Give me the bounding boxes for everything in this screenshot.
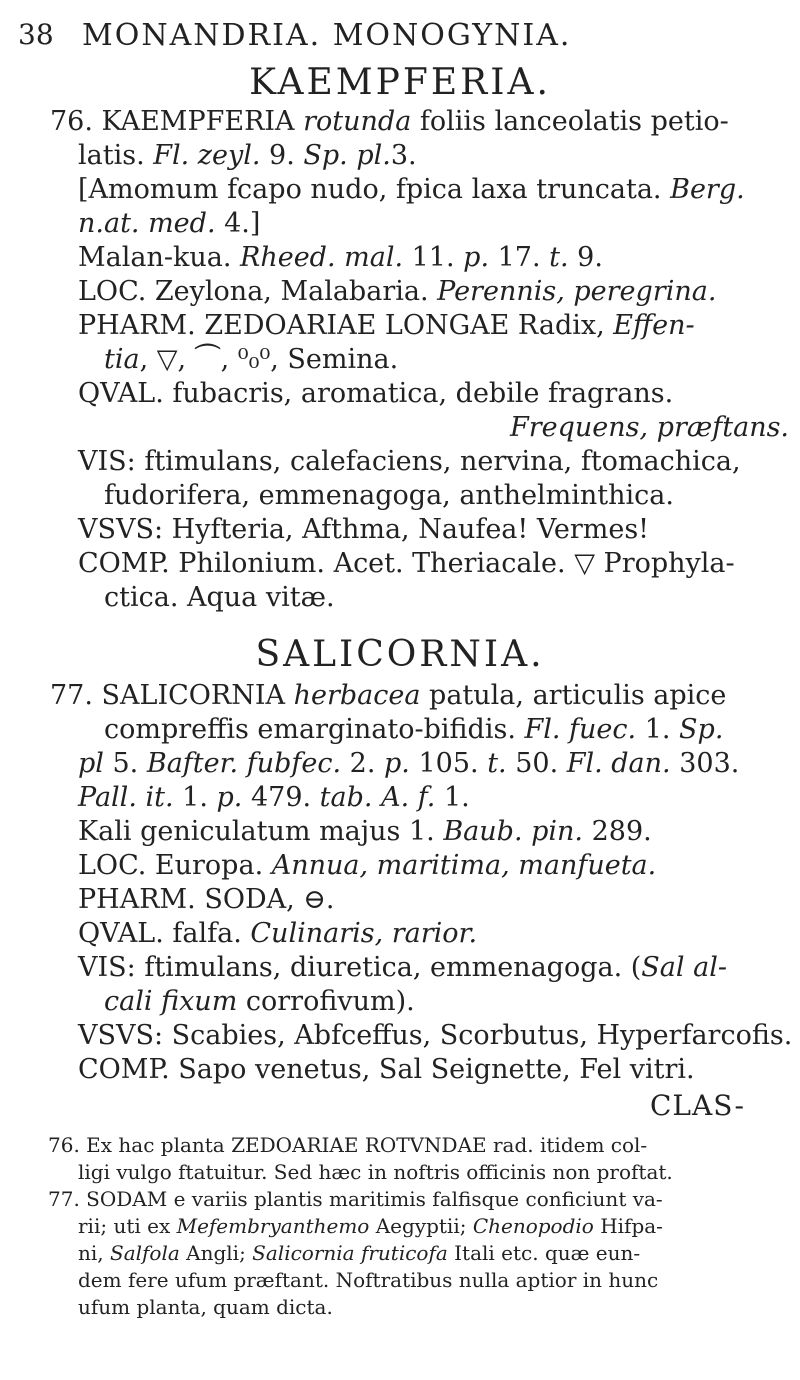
entry-line: n.at. med. 4.] (78, 208, 261, 239)
entry-line: [Amomum fcapo nudo, fpica laxa truncata. Berg. (78, 174, 745, 205)
entry-line: Pall. it. 1. p. 479. tab. A. f. 1. (78, 782, 470, 813)
entry-line: VSVS: Scabies, Abfceffus, Scorbutus, Hyperfarcofis. (78, 1020, 793, 1051)
entry-line: Malan-kua. Rheed. mal. 11. p. 17. t. 9. (78, 242, 603, 273)
section-heading-kaempferia: KAEMPFERIA. (249, 62, 551, 103)
entry-line: LOC. Zeylona, Malabaria. Perennis, peregrina. (78, 276, 717, 307)
entry-line: cali fixum corrofivum). (104, 986, 415, 1017)
entry-line: PHARM. ZEDOARIAE LONGAE Radix, Effen- (78, 310, 695, 341)
footnote-line: rii; uti ex Mefembryanthemo Aegyptii; Chenopodio Hifpa- (78, 1214, 663, 1238)
entry-line: fudorifera, emmenagoga, anthelminthica. (104, 480, 674, 511)
entry-line: PHARM. SODA, ⊖. (78, 884, 335, 915)
entry-line: VSVS: Hyfteria, Afthma, Naufea! Vermes! (78, 514, 650, 545)
entry-line: COMP. Philonium. Acet. Theriacale. ▽ Prophyla- (78, 548, 735, 579)
entry-line: ctica. Aqua vitæ. (104, 582, 335, 613)
entry-line: Frequens, præftans. (510, 412, 790, 443)
footnote-line: ni, Salfola Angli; Salicornia fruticofa Itali etc. quæ eun- (78, 1241, 641, 1265)
entry-line: QVAL. fubacris, aromatica, debile fragrans. (78, 378, 674, 409)
footnote-line: ligi vulgo ftatuitur. Sed hæc in noftris officinis non proftat. (78, 1160, 673, 1184)
entry-line: Kali geniculatum majus 1. Baub. pin. 289. (78, 816, 652, 847)
running-title: MONANDRIA. MONOGYNIA. (82, 18, 572, 53)
entry-line: pl 5. Bafter. fubfec. 2. p. 105. t. 50. Fl. dan. 303. (78, 748, 740, 779)
footnote-line: ufum planta, quam dicta. (78, 1295, 333, 1319)
entry-line: latis. Fl. zeyl. 9. Sp. pl.3. (78, 140, 417, 171)
footnote-line: 77. SODAM e variis plantis maritimis falfisque conficiunt va- (48, 1187, 663, 1211)
entry-line: tia, ▽, ⏜, ⁰₀⁰, Semina. (104, 344, 399, 375)
page-number: 38 (18, 18, 54, 51)
entry-line: 77. SALICORNIA herbacea patula, articulis apice (50, 680, 727, 711)
entry-line: VIS: ftimulans, diuretica, emmenagoga. (Sal al- (78, 952, 727, 983)
section-heading-salicornia: SALICORNIA. (255, 634, 545, 675)
entry-line: VIS: ftimulans, calefaciens, nervina, ftomachica, (78, 446, 741, 477)
catchword: CLAS- (650, 1089, 745, 1122)
entry-line: compreffis emarginato-bifidis. Fl. fuec. 1. Sp. (104, 714, 724, 745)
entry-line: COMP. Sapo venetus, Sal Seignette, Fel vitri. (78, 1054, 695, 1085)
footnote-line: 76. Ex hac planta ZEDOARIAE ROTVNDAE rad. itidem col- (48, 1133, 648, 1157)
entry-line: QVAL. falfa. Culinaris, rarior. (78, 918, 478, 949)
entry-line: 76. KAEMPFERIA rotunda foliis lanceolatis petio- (50, 106, 729, 137)
footnote-line: dem fere ufum præftant. Noftratibus nulla aptior in hunc (78, 1268, 659, 1292)
entry-line: LOC. Europa. Annua, maritima, manfueta. (78, 850, 657, 881)
